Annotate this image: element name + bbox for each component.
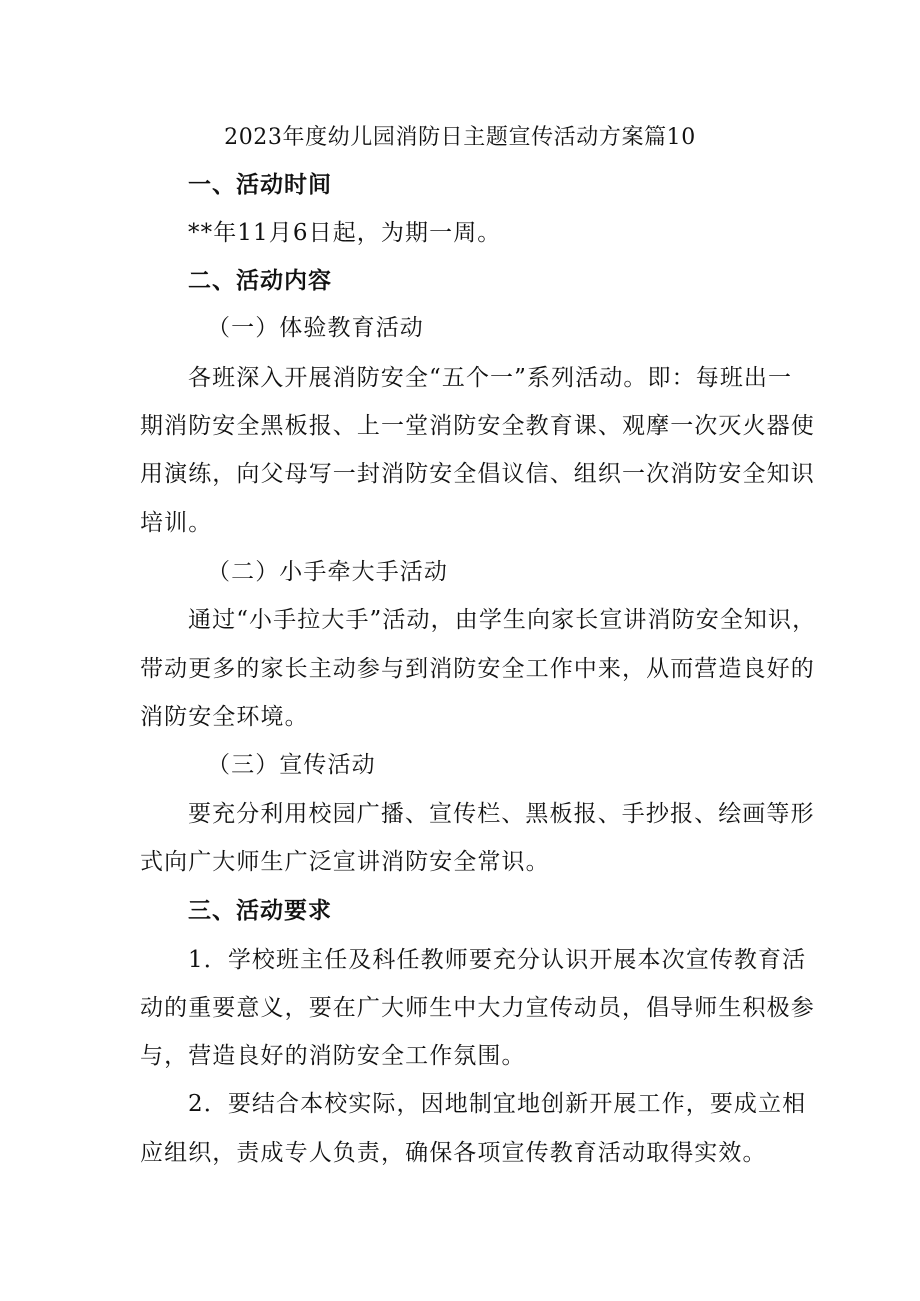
paragraph-line: 用演练，向父母写一封消防安全倡议信、组织一次消防安全知识 xyxy=(140,461,815,487)
section-heading-content: 二、活动内容 xyxy=(188,268,332,294)
paragraph-line: 要充分利用校园广播、宣传栏、黑板报、手抄报、绘画等形 xyxy=(188,801,815,827)
paragraph-line: 通过“小手拉大手”活动，由学生向家长宣讲消防安全知识， xyxy=(188,607,817,633)
paragraph-line: 动的重要意义，要在广大师生中大力宣传动员，倡导师生积极参 xyxy=(140,995,815,1021)
paragraph-line: 各班深入开展消防安全“五个一”系列活动。即：每班出一 xyxy=(188,365,793,391)
paragraph-line: 培训。 xyxy=(140,510,213,536)
paragraph-line: 应组织，责成专人负责，确保各项宣传教育活动取得实效。 xyxy=(140,1140,767,1166)
paragraph-line: 与，营造良好的消防安全工作氛围。 xyxy=(140,1043,526,1069)
paragraph-line: 期消防安全黑板报、上一堂消防安全教育课、观摩一次灭火器使 xyxy=(140,413,815,439)
subsection-heading-small-hands: （二）小手牵大手活动 xyxy=(207,559,448,585)
paragraph-line: 2．要结合本校实际，因地制宜地创新开展工作，要成立相 xyxy=(188,1091,807,1117)
section-heading-requirements: 三、活动要求 xyxy=(188,898,332,924)
paragraph-time: **年11月6日起，为期一周。 xyxy=(188,220,502,246)
paragraph-line: 式向广大师生广泛宣讲消防安全常识。 xyxy=(140,849,550,875)
paragraph-line: 1．学校班主任及科任教师要充分认识开展本次宣传教育活 xyxy=(188,947,807,973)
subsection-heading-publicity: （三）宣传活动 xyxy=(207,752,376,778)
section-heading-time: 一、活动时间 xyxy=(188,172,332,198)
document-title: 2023年度幼儿园消防日主题宣传活动方案篇10 xyxy=(224,125,696,150)
subsection-heading-experience: （一）体验教育活动 xyxy=(207,315,424,341)
paragraph-line: 带动更多的家长主动参与到消防安全工作中来，从而营造良好的 xyxy=(140,656,815,682)
paragraph-line: 消防安全环境。 xyxy=(140,704,309,730)
